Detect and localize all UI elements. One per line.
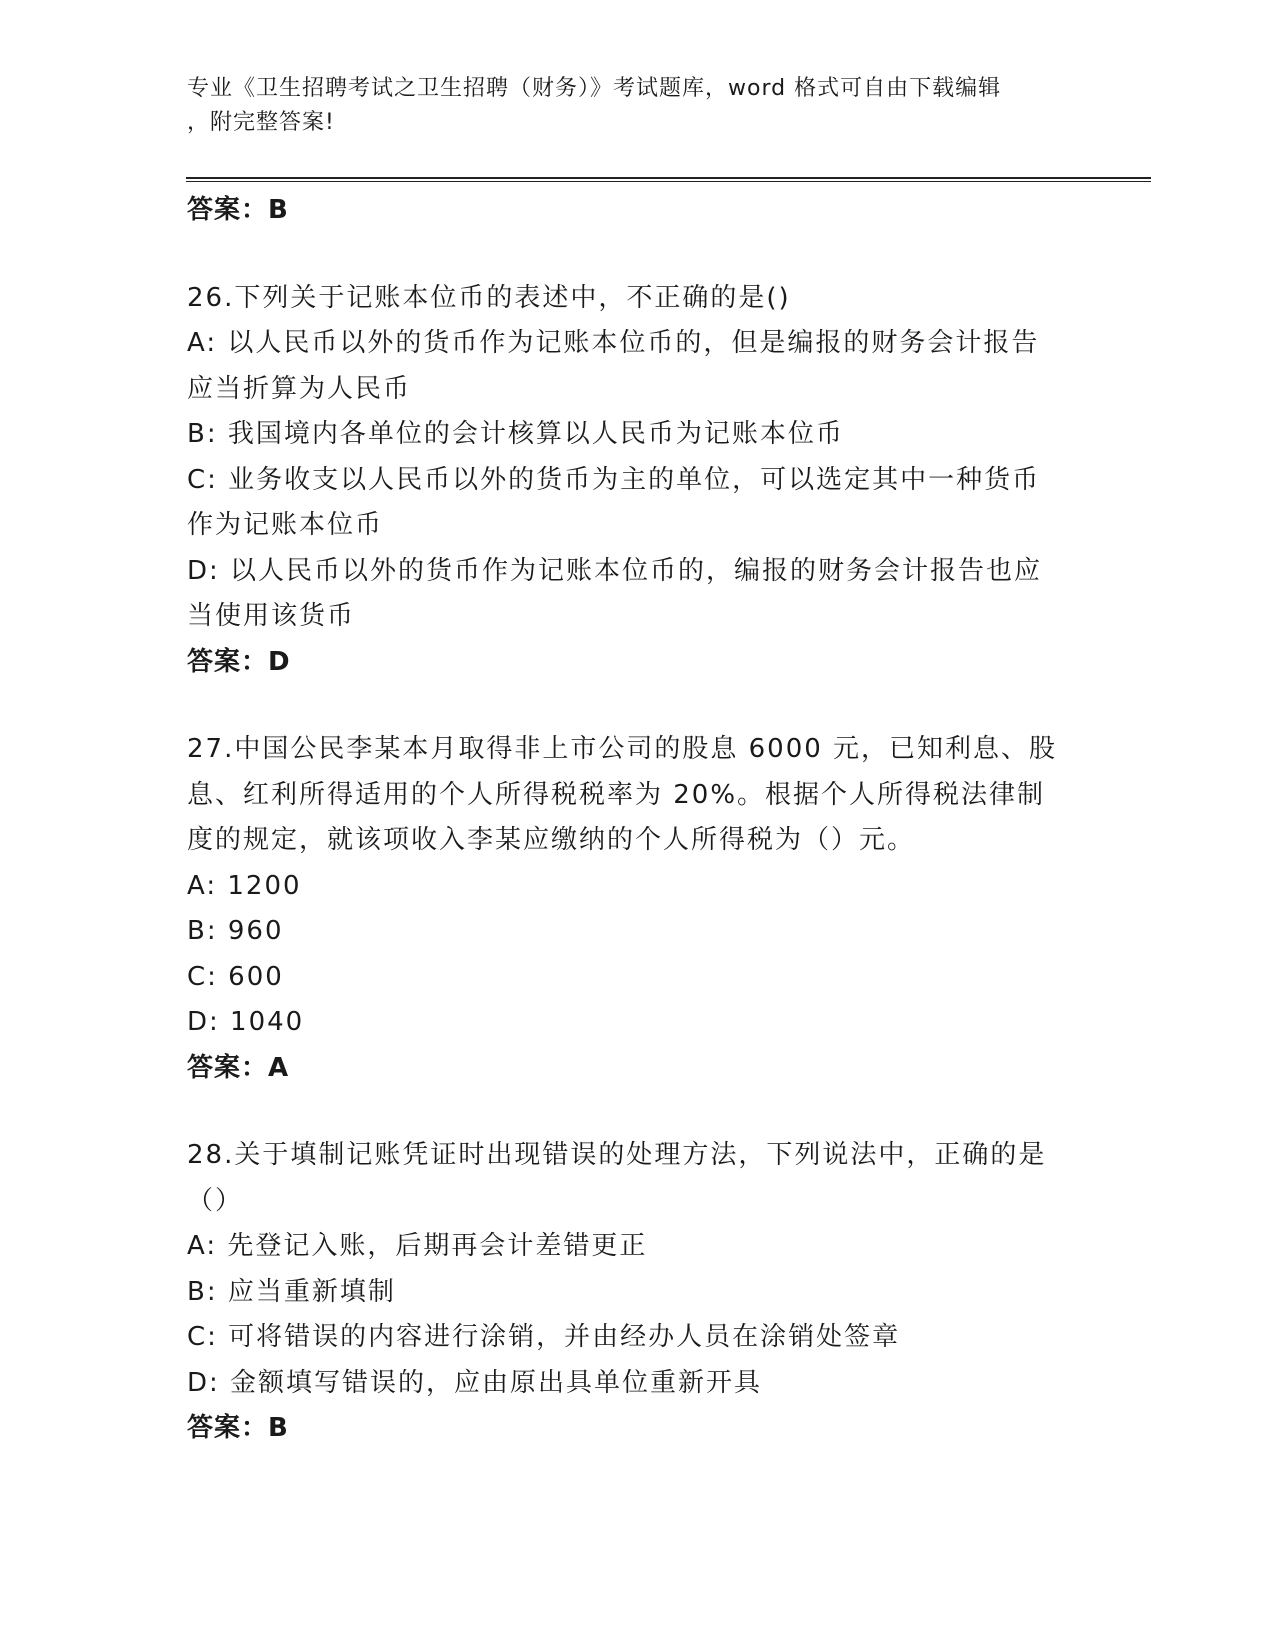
spacer xyxy=(187,234,1087,276)
option-d: D: 金额填写错误的，应由原出具单位重新开具 xyxy=(187,1367,763,1398)
option-b: B: 我国境内各单位的会计核算以人民币为记账本位币 xyxy=(187,419,844,449)
option-b: B: 960 xyxy=(187,916,284,946)
question-stem: 28.关于填制记账凭证时出现错误的处理方法，下列说法中，正确的是 xyxy=(187,1140,1047,1170)
question-stem: 26.下列关于记账本位币的表述中，不正确的是() xyxy=(187,282,791,313)
option-a: A: 1200 xyxy=(187,870,302,901)
page-header xyxy=(187,72,1067,140)
question-stem-continued: （） xyxy=(187,1185,244,1216)
spacer xyxy=(187,685,1087,727)
answer-line: 答案：B xyxy=(187,1413,289,1443)
question-block xyxy=(187,1133,1087,1452)
option-d: D: 1040 xyxy=(187,1007,305,1037)
question-block xyxy=(187,727,1087,1091)
spacer xyxy=(187,1091,1087,1133)
question-content xyxy=(187,188,1087,1452)
option-c-continued: 作为记账本位币 xyxy=(187,510,384,540)
question-stem-continued: 息、红利所得适用的个人所得税税率为 20%。根据个人所得税法律制 xyxy=(187,779,1046,810)
question-block xyxy=(187,276,1087,686)
option-c: C: 可将错误的内容进行涂销，并由经办人员在涂销处签章 xyxy=(187,1322,901,1352)
option-c: C: 业务收支以人民币以外的货币为主的单位，可以选定其中一种货币 xyxy=(187,464,1041,495)
answer-line: 答案：A xyxy=(187,1052,290,1083)
answer-line: 答案：D xyxy=(187,646,291,677)
header-line-1: 专业《卫生招聘考试之卫生招聘（财务）》考试题库，word 格式可自由下载编辑 xyxy=(187,76,1002,101)
question-stem-continued: 度的规定，就该项收入李某应缴纳的个人所得税为（）元。 xyxy=(187,825,916,855)
option-d: D: 以人民币以外的货币作为记账本位币的，编报的财务会计报告也应 xyxy=(187,555,1043,586)
header-line-2: ，附完整答案! xyxy=(187,110,335,135)
option-b: B: 应当重新填制 xyxy=(187,1276,396,1307)
answer-line: 答案：B xyxy=(187,195,289,225)
option-a-continued: 应当折算为人民币 xyxy=(187,373,412,404)
question-stem: 27.中国公民李某本月取得非上市公司的股息 6000 元，已知利息、股 xyxy=(187,734,1058,764)
option-d-continued: 当使用该货币 xyxy=(187,601,356,631)
header-divider xyxy=(186,177,1151,182)
option-a: A: 先登记入账，后期再会计差错更正 xyxy=(187,1231,648,1261)
option-a: A: 以人民币以外的货币作为记账本位币的，但是编报的财务会计报告 xyxy=(187,328,1040,358)
option-c: C: 600 xyxy=(187,961,284,992)
